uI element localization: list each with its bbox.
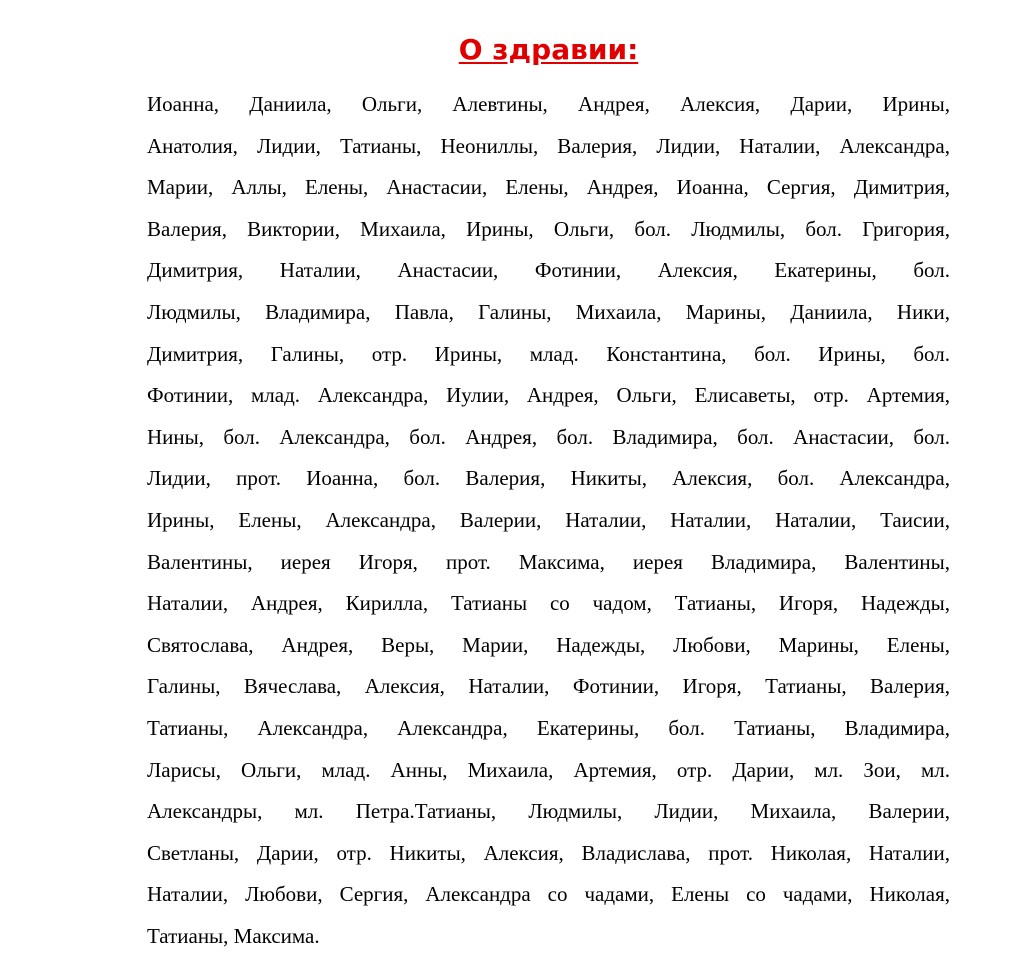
names-line: Людмилы, Владимира, Павла, Галины, Михаила, Марины, Даниила, Ники, (147, 299, 950, 324)
names-line: Святослава, Андрея, Веры, Марии, Надежды, Любови, Марины, Елены, (147, 632, 950, 657)
names-line: Татианы, Александра, Александра, Екатерины, бол. Татианы, Владимира, (147, 715, 950, 740)
names-line: Татианы, Максима. (147, 923, 320, 948)
names-line: Александры, мл. Петра.Татианы, Людмилы, Лидии, Михаила, Валерии, (147, 799, 950, 824)
names-line: Фотинии, млад. Александра, Иулии, Андрея, Ольги, Елисаветы, отр. Артемия, (147, 383, 950, 408)
names-line: Светланы, Дарии, отр. Никиты, Алексия, Владислава, прот. Николая, Наталии, (147, 840, 950, 865)
names-line: Галины, Вячеслава, Алексия, Наталии, Фотинии, Игоря, Татианы, Валерия, (147, 674, 950, 699)
names-line: Димитрия, Наталии, Анастасии, Фотинии, Алексия, Екатерины, бол. (147, 258, 950, 283)
names-line: Валерия, Виктории, Михаила, Ирины, Ольги, бол. Людмилы, бол. Григория, (147, 216, 950, 241)
names-line: Марии, Аллы, Елены, Анастасии, Елены, Андрея, Иоанна, Сергия, Димитрия, (147, 175, 950, 200)
names-line: Анатолия, Лидии, Татианы, Неониллы, Валерия, Лидии, Наталии, Александра, (147, 133, 950, 158)
names-line: Наталии, Любови, Сергия, Александра со чадами, Елены со чадами, Николая, (147, 882, 950, 907)
names-line: Иоанна, Даниила, Ольги, Алевтины, Андрея, Алексия, Дарии, Ирины, (147, 92, 950, 116)
names-line: Лидии, прот. Иоанна, бол. Валерия, Никиты, Алексия, бол. Александра, (147, 466, 950, 491)
names-line: Ларисы, Ольги, млад. Анны, Михаила, Артемия, отр. Дарии, мл. Зои, мл. (147, 757, 950, 782)
names-line: Димитрия, Галины, отр. Ирины, млад. Константина, бол. Ирины, бол. (147, 341, 950, 366)
names-line: Валентины, иерея Игоря, прот. Максима, иерея Владимира, Валентины, (147, 549, 950, 574)
names-line: Наталии, Андрея, Кирилла, Татианы со чадом, Татианы, Игоря, Надежды, (147, 591, 950, 616)
names-list (147, 84, 950, 957)
names-line: Нины, бол. Александра, бол. Андрея, бол. Владимира, бол. Анастасии, бол. (147, 424, 950, 449)
page-title: О здравии: (458, 33, 639, 66)
names-line: Ирины, Елены, Александра, Валерии, Наталии, Наталии, Наталии, Таисии, (147, 507, 950, 532)
